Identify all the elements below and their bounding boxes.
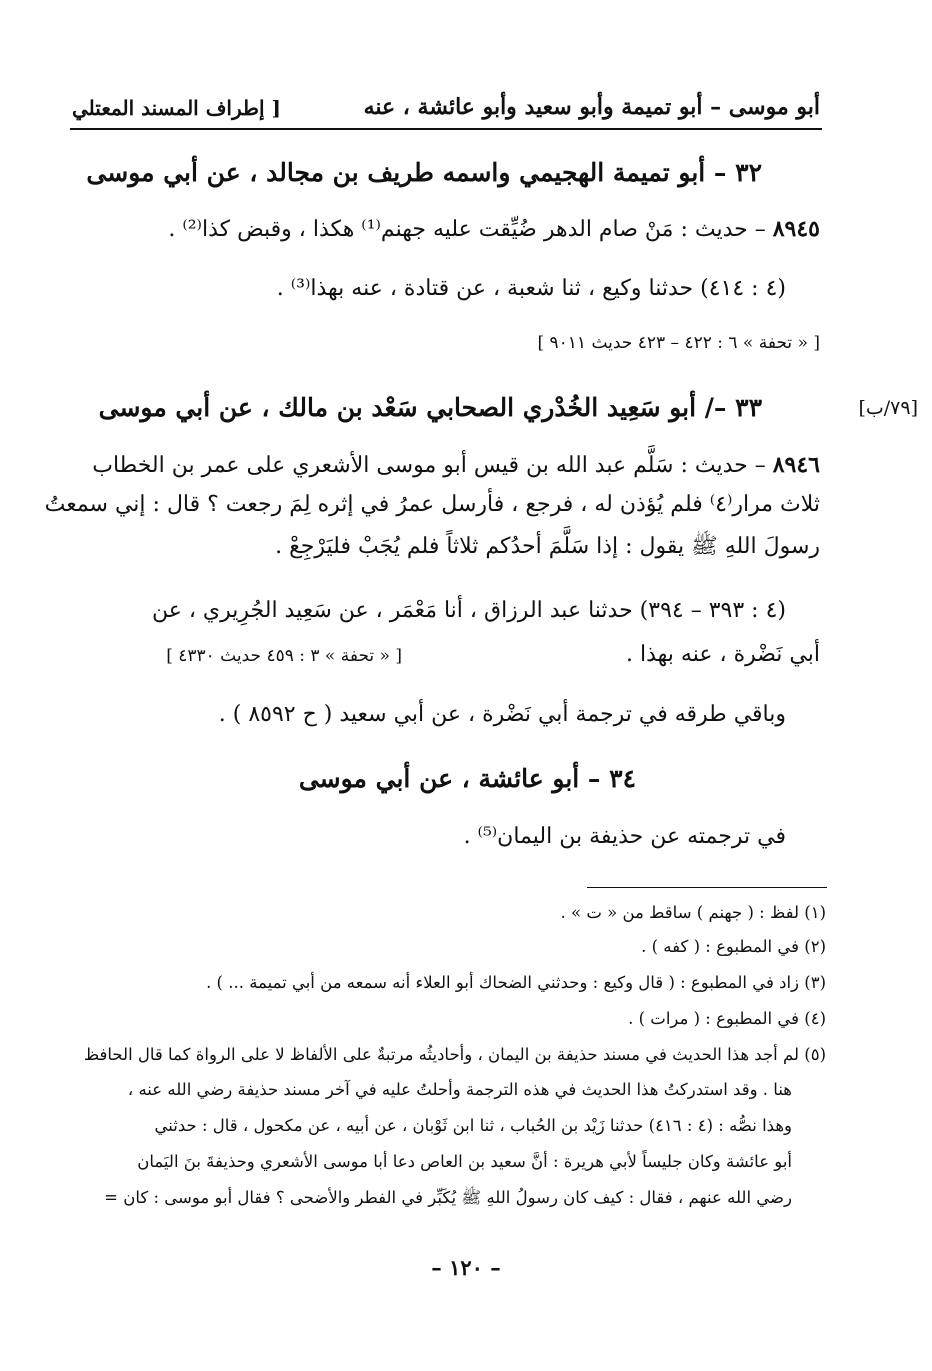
- footnote-5-line-4: أبو عائشة وكان جليساً لأبي هريرة : أنَّ سعيد بن العاص دعا أبا موسى الأشعري وحذيفةَ بنَ اليَمان: [137, 1152, 792, 1171]
- section-32-title: ٣٢ – أبو تميمة الهجيمي واسمه طريف بن مجالد ، عن أبي موسى: [86, 158, 762, 187]
- footnote-1: (١) لفظ : ( جهنم ) ساقط من « ت » .: [560, 903, 826, 922]
- footnote-5-line-2: هنا . وقد استدركتُ هذا الحديث في هذه الترجمة وأحلتُ عليه في آخر مسند حذيفة رضي الله عنه ،: [127, 1080, 792, 1099]
- running-header-book: [ إطراف المسند المعتلي: [72, 96, 281, 120]
- footnote-2: (٢) في المطبوع : ( كفه ) .: [641, 937, 826, 956]
- footnote-5-line-5: رضي الله عنهم ، فقال : كيف كان رسولُ اللهِ ﷺ يُكَبِّر في الفطر والأضحى ؟ فقال أبو موسى : كان =: [104, 1188, 792, 1207]
- header-rule: [70, 128, 822, 130]
- hadith-text: – حديث : مَنْ صام الدهر ضُيِّقت عليه جهنم⁽¹⁾ هكذا ، وقبض كذا⁽²⁾ .: [168, 217, 766, 242]
- footnote-5-line-3: وهذا نصُّه : (٤ : ٤١٦) حدثنا زَيْد بن الحُباب ، ثنا ابن ثَوْبان ، عن أبيه ، عن مكحول ، قال : حدثني: [154, 1116, 792, 1135]
- hadith-number: ٨٩٤٥: [772, 216, 820, 242]
- hadith-chain: (٤ : ٤١٤) حدثنا وكيع ، ثنا شعبة ، عن قتادة ، عنه بهذا⁽³⁾ .: [276, 276, 786, 301]
- footnote-5: (٥) لم أجد هذا الحديث في مسند حذيفة بن اليمان ، وأحاديثُه مرتبةٌ على الألفاظ لا على الرواة كما قال الحافظ: [83, 1045, 826, 1064]
- section-34-title: ٣٤ – أبو عائشة ، عن أبي موسى: [298, 764, 636, 793]
- hadith-text-line-2: ثلاث مرار⁽٤⁾ فلم يُؤذن له ، فرجع ، فأرسل عمرُ في إثره لِمَ رجعت ؟ قال : إني سمعتُ: [44, 492, 820, 517]
- footnote-3: (٣) زاد في المطبوع : ( قال وكيع : وحدثني الضحاك أبو العلاء أنه سمعه من أبي تميمة ... ) .: [206, 973, 826, 992]
- hadith-8945: [168, 216, 820, 242]
- section-34-text: في ترجمته عن حذيفة بن اليمان⁽⁵⁾ .: [463, 824, 786, 849]
- running-header-title: أبو موسى – أبو تميمة وأبو سعيد وأبو عائشة ، عنه: [363, 94, 820, 120]
- page-number: – ١٢٠ –: [431, 1255, 501, 1280]
- hadith-chain-line-2: أبي نَضْرة ، عنه بهذا .: [626, 642, 820, 667]
- tuhfa-reference: [ « تحفة » ٦ : ٤٢٢ – ٤٢٣ حديث ٩٠١١ ]: [537, 333, 820, 353]
- footnote-4: (٤) في المطبوع : ( مرات ) .: [628, 1009, 826, 1028]
- hadith-number: ٨٩٤٦: [772, 452, 820, 478]
- hadith-8946: [92, 452, 820, 478]
- other-routes-note: وباقي طرقه في ترجمة أبي نَضْرة ، عن أبي سعيد ( ح ٨٥٩٢ ) .: [218, 702, 786, 727]
- section-33-title: ٣٣ –/ أبو سَعِيد الخُدْري الصحابي سَعْد بن مالك ، عن أبي موسى: [98, 393, 762, 422]
- manuscript-folio-note: [٧٩/ب]: [858, 397, 918, 419]
- hadith-chain-line-1: (٤ : ٣٩٣ – ٣٩٤) حدثنا عبد الرزاق ، أنا مَعْمَر ، عن سَعِيد الجُرِيري ، عن: [151, 598, 786, 623]
- hadith-text-line-1: – حديث : سَلَّم عبد الله بن قيس أبو موسى الأشعري على عمر بن الخطاب: [92, 453, 766, 478]
- footnote-separator: [587, 887, 827, 888]
- tuhfa-reference: [ « تحفة » ٣ : ٤٥٩ حديث ٤٣٣٠ ]: [166, 646, 402, 666]
- hadith-text-line-3: رسولَ اللهِ ﷺ يقول : إذا سَلَّمَ أحدُكم ثلاثاً فلم يُجَبْ فليَرْجِعْ .: [275, 534, 820, 559]
